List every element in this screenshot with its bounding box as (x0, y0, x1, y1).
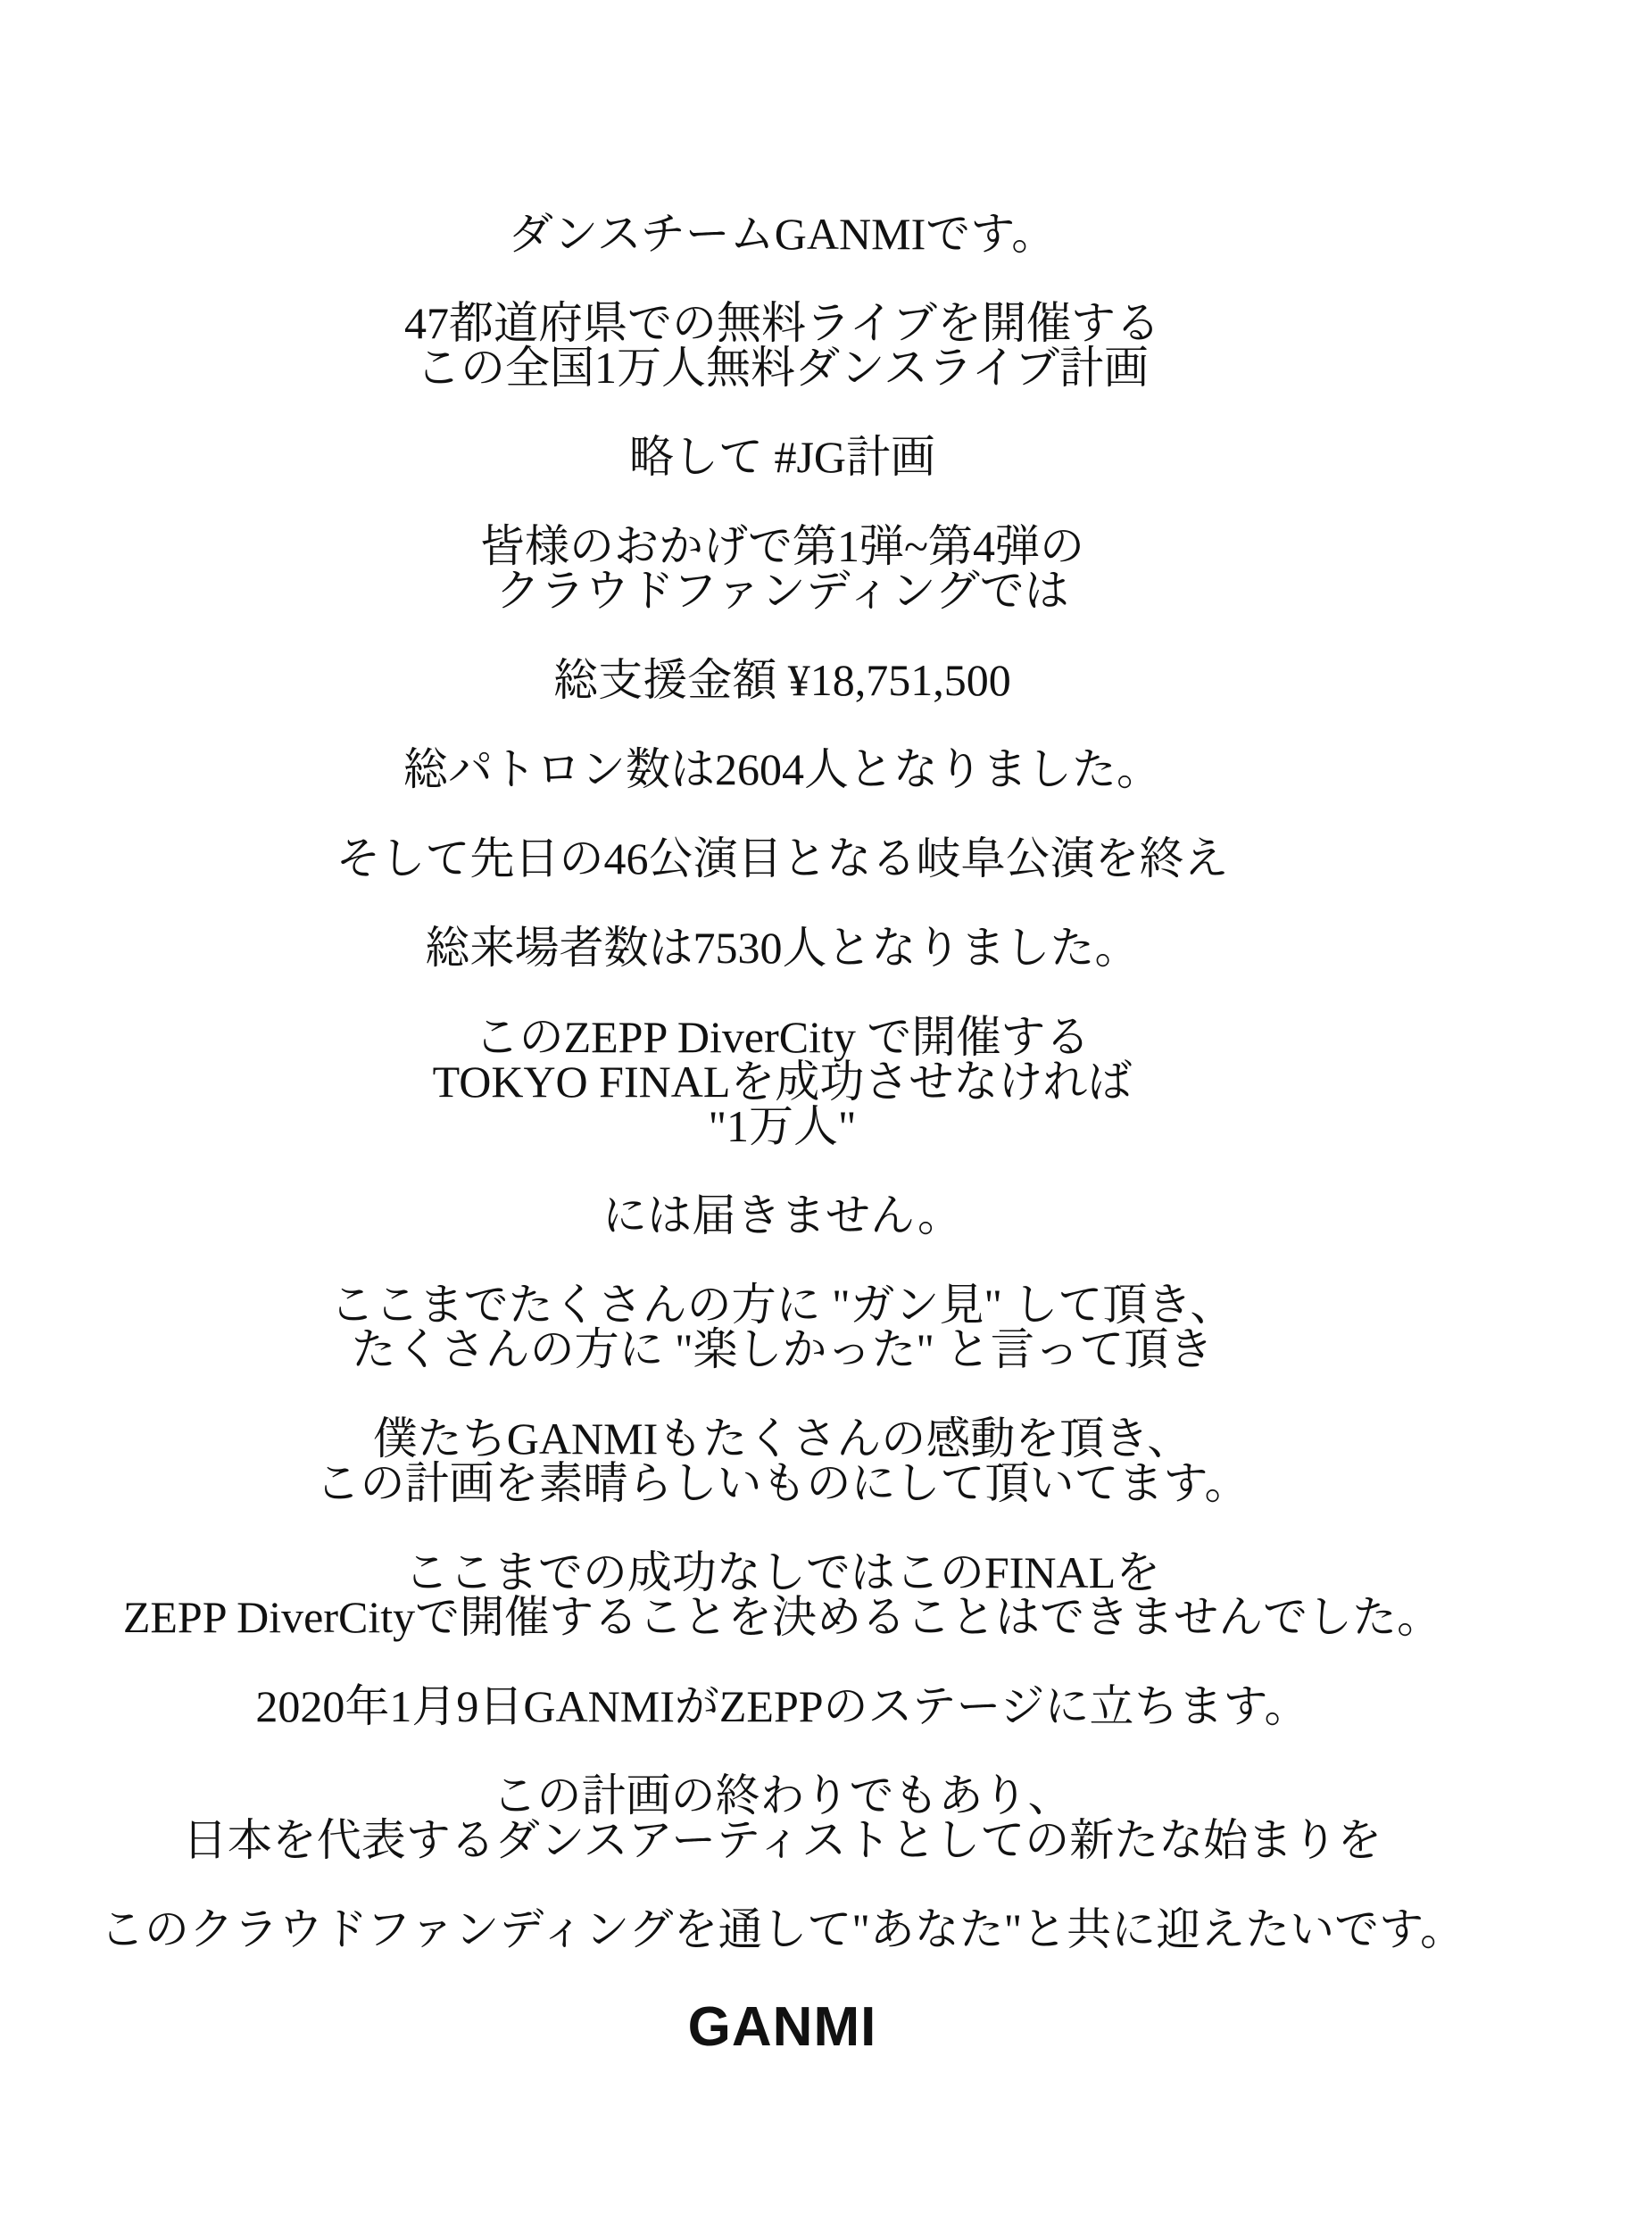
text-line: この計画の終わりでもあり、 (492, 1770, 1073, 1820)
paragraph (0, 1190, 1565, 1240)
paragraph (0, 432, 1565, 482)
text-line: 日本を代表するダンスアーティストとしての新たな始まりを (182, 1815, 1382, 1865)
text-line: 総来場者数は7530人となりました。 (425, 923, 1140, 973)
paragraph (0, 209, 1565, 259)
text-line: ZEPP DiverCityで開催することを決めることはできませんでした。 (122, 1592, 1442, 1642)
text-line: 総支援金額 ¥18,751,500 (553, 655, 1011, 705)
text-line: たくさんの方に "楽しかった" と言って頂き (351, 1324, 1214, 1374)
paragraph-zepp-date (0, 1681, 1565, 1731)
paragraph (0, 1547, 1565, 1642)
text-line: には届きません。 (602, 1190, 962, 1240)
text-line: この計画を素晴らしいものにして頂いてます。 (315, 1458, 1249, 1508)
text-line: TOKYO FINALを成功させなければ (432, 1057, 1133, 1107)
paragraph-total-support-amount (0, 655, 1565, 705)
text-line: 皆様のおかげで第1弾~第4弾の (479, 521, 1085, 571)
text-line: 2020年1月9日GANMIがZEPPのステージに立ちます。 (255, 1681, 1309, 1731)
text-line: "1万人" (708, 1101, 857, 1151)
paragraph (0, 298, 1565, 393)
paragraph (0, 1012, 1565, 1151)
text-line: 47都道府県での無料ライブを開催する (404, 298, 1160, 348)
paragraph (0, 833, 1565, 883)
text-line: このZEPP DiverCity で開催する (474, 1012, 1091, 1062)
text-line: そして先日の46公演目となる岐阜公演を終え (336, 833, 1229, 883)
text-line: 略して #JG計画 (628, 432, 936, 482)
text-line: クラウドファンディングでは (495, 566, 1069, 616)
paragraph-total-attendance (0, 923, 1565, 973)
paragraph-total-patrons (0, 744, 1565, 794)
text-line: 僕たちGANMIもたくさんの感動を頂き、 (372, 1414, 1192, 1464)
text-line: この全国1万人無料ダンスライブ計画 (416, 343, 1149, 393)
text-line: 総パトロン数は2604人となりました。 (403, 744, 1161, 794)
text-line: このクラウドファンディングを通して"あなた"と共に迎えたいです。 (99, 1904, 1465, 1954)
text-line: ダンスチームGANMIです。 (508, 209, 1057, 259)
paragraph (0, 521, 1565, 616)
ganmi-logo: GANMI (687, 1996, 877, 2058)
paragraph (0, 1282, 1565, 1372)
text-line: ここまでたくさんの方に "ガン見" して頂き、 (329, 1280, 1235, 1330)
paragraph (0, 1904, 1565, 1954)
paragraph (0, 1414, 1565, 1508)
text-line: ここまでの成功なしではこのFINALを (403, 1547, 1161, 1597)
paragraph (0, 1770, 1565, 1865)
